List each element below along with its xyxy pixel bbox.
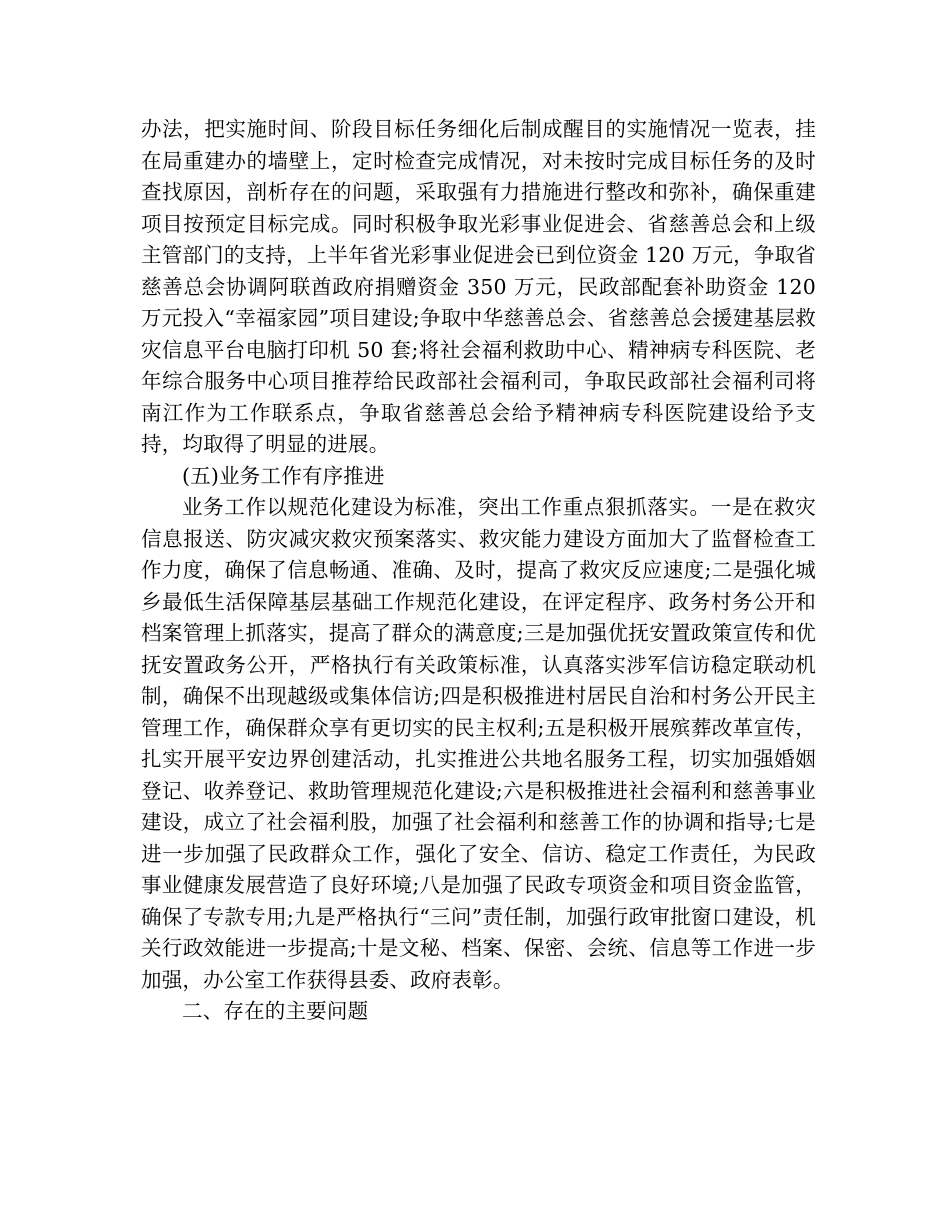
section-heading-business-work: (五)业务工作有序推进 [182,463,385,488]
paragraph-business-work: 业务工作以规范化建设为标准，突出工作重点狠抓落实。一是在救灾信息报送、防灾减灾救灾预案落实、救灾能力建设方面加大了监督检查工作力度，确保了信息畅通、准确、及时，提高了救灾反应速度;二是强化城乡最低生活保障基层基础工作规范化建设，在评定程序、政务村务公开和档案管理上抓落实，提高了群众的满意度;三是加强优抚安置政策宣传和优抚安置政务公开，严格执行有关政策标准，认真落实涉军信访稳定联动机制，确保不出现越级或集体信访;四是积极推进村居民自治和村务公开民主管理工作，确保群众享有更切实的民主权利;五是积极开展殡葬改革宣传，扎实开展平安边界创建活动，扎实推进公共地名服务工程，切实加强婚姻登记、收养登记、救助管理规范化建设;六是积极推进社会福利和慈善事业建设，成立了社会福利股，加强了社会福利和慈善工作的协调和指导;七是进一步加强了民政群众工作，强化了安全、信访、稳定工作责任，为民政事业健康发展营造了良好环境;八是加强了民政专项资金和项目资金监管，确保了专款专用;九是严格执行“三问”责任制，加强行政审批窗口建设，机关行政效能进一步提高;十是文秘、档案、保密、会统、信息等工作进一步加强，办公室工作获得县委、政府表彰。 [141,495,816,992]
paragraph-reconstruction-funding: 办法，把实施时间、阶段目标任务细化后制成醒目的实施情况一览表，挂在局重建办的墙壁上，定时检查完成情况，对未按时完成目标任务的及时查找原因，剖析存在的问题，采取强有力措施进行整改和弥补，确保重建项目按预定目标完成。同时积极争取光彩事业促进会、省慈善总会和上级主管部门的支持，上半年省光彩事业促进会已到位资金 120 万元，争取省慈善总会协调阿联酋政府捐赠资金 350 万元，民政部配套补助资金 120 万元投入“幸福家园”项目建设;争取中华慈善总会、省慈善总会援建基层救灾信息平台电脑打印机 50 套;将社会福利救助中心、精神病专科医院、老年综合服务中心项目推荐给民政部社会福利司，争取民政部社会福利司将南江作为工作联系点，争取省慈善总会给予精神病专科医院建设给予支持，均取得了明显的进展。 [141,117,816,456]
document-body [141,114,816,1028]
section-heading-main-problems: 二、存在的主要问题 [182,999,369,1023]
